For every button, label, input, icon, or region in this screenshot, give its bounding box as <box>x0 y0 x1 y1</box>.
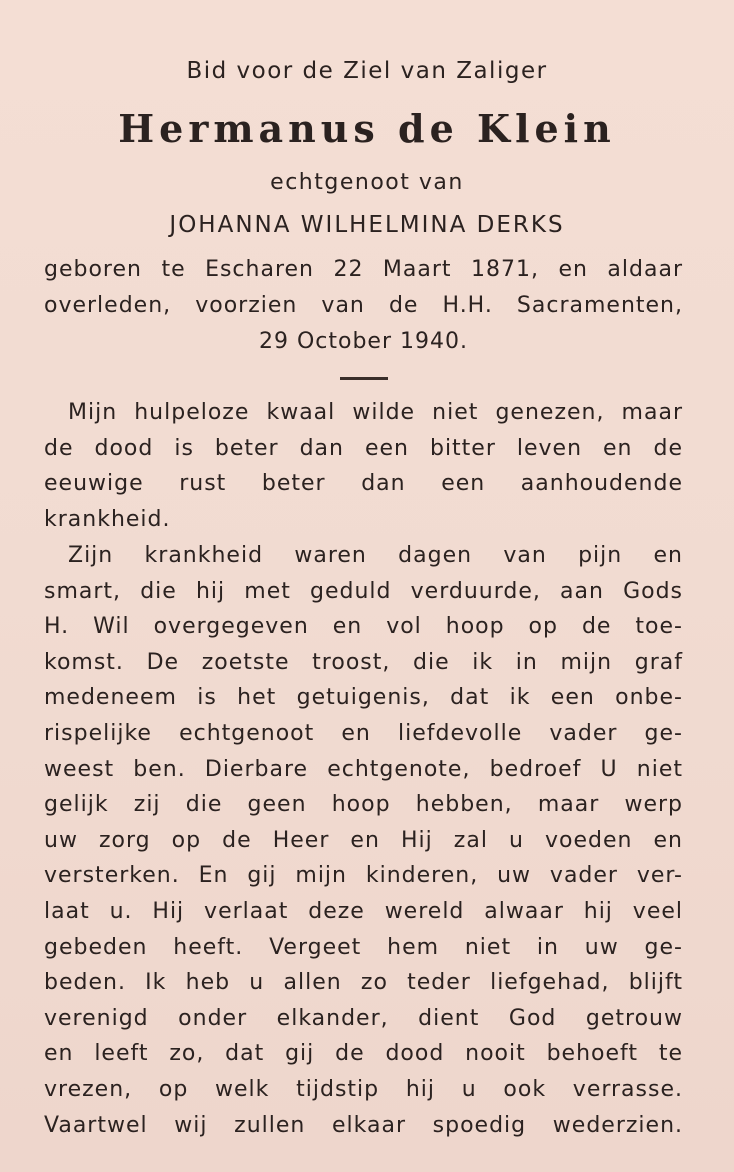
paragraph-2 <box>44 538 683 1143</box>
text-line: laat u. Hij verlaat deze wereld alwaar hij veel <box>44 898 683 924</box>
birth-death-text <box>44 252 683 323</box>
deceased-name: Hermanus de Klein <box>118 106 616 151</box>
text-line: rispelijke echtgenoot en liefdevolle vader ge- <box>44 720 683 746</box>
text-line: beden. Ik heb u allen zo teder liefgehad, blijft <box>44 970 683 996</box>
birth-line: geboren te Escharen 22 Maart 1871, en aldaar <box>44 257 683 282</box>
text-line: de dood is beter dan een bitter leven en de <box>44 435 683 461</box>
text-line: verenigd onder elkander, dient God getrouw <box>44 1005 683 1031</box>
text-line: en leeft zo, dat gij de dood nooit behoeft te <box>44 1041 683 1067</box>
spouse-name: JOHANNA WILHELMINA DERKS <box>169 212 565 238</box>
divider <box>340 377 388 380</box>
text-line: vrezen, op welk tijdstip hij u ook verrasse. <box>44 1076 683 1102</box>
death-date: 29 October 1940. <box>258 329 468 354</box>
paragraph-1 <box>44 395 683 537</box>
spouse-intro: echtgenoot van <box>270 170 464 195</box>
text-line: medeneem is het getuigenis, dat ik een onbe- <box>44 685 683 711</box>
text-line: H. Wil overgegeven en vol hoop op de toe- <box>44 614 683 640</box>
text-line: gelijk zij die geen hoop hebben, maar werp <box>44 792 683 818</box>
text-line: smart, die hij met geduld verduurde, aan Gods <box>44 578 683 604</box>
text-line: uw zorg op de Heer en Hij zal u voeden en <box>44 827 683 853</box>
text-line: versterken. En gij mijn kinderen, uw vader ver- <box>44 863 683 889</box>
text-line: Vaartwel wij zullen elkaar spoedig wederzien. <box>44 1112 683 1138</box>
text-line: weest ben. Dierbare echtgenote, bedroef U niet <box>44 756 683 782</box>
text-line: krankheid. <box>44 506 171 532</box>
text-line: Zijn krankheid waren dagen van pijn en <box>68 543 683 568</box>
text-line: gebeden heeft. Vergeet hem niet in uw ge- <box>44 934 683 960</box>
birth-line: overleden, voorzien van de H.H. Sacramenten, <box>44 292 683 318</box>
text-line: eeuwige rust beter dan een aanhoudende <box>44 471 683 497</box>
prayer-heading: Bid voor de Ziel van Zaliger <box>186 58 548 84</box>
text-line: komst. De zoetste troost, die ik in mijn graf <box>44 649 683 675</box>
text-line: Mijn hulpeloze kwaal wilde niet genezen, maar <box>68 400 683 425</box>
